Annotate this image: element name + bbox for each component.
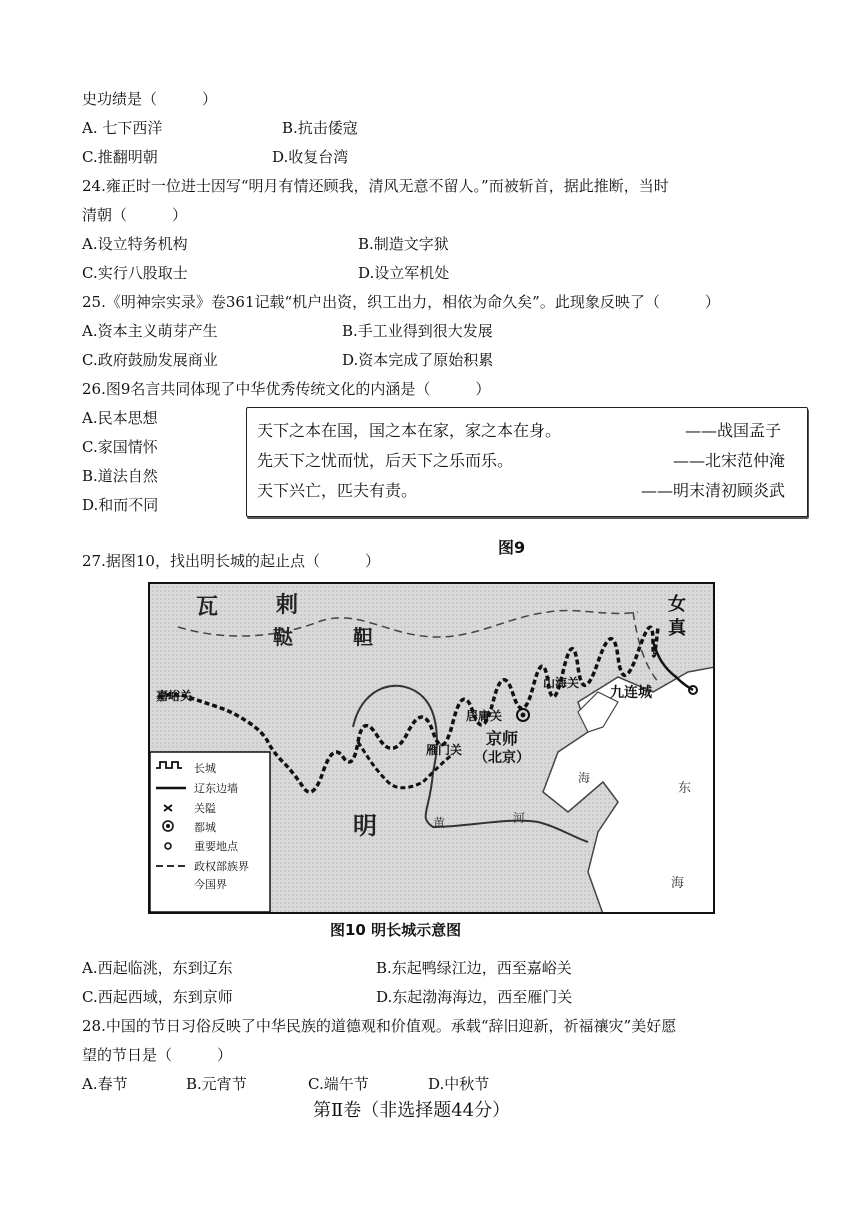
label-juyongguan: 居庸关 [466,709,503,723]
q23-option-c[interactable]: C.推翻明朝 [82,148,158,166]
label-sea-2: 海 [671,876,685,891]
q23-option-a[interactable]: A. 七下西洋 [82,119,163,137]
label-river: 河 [513,811,526,825]
q28-option-d[interactable]: D.中秋节 [428,1075,490,1093]
label-nvzhen-1: 女 [668,594,686,615]
label-dada-1: 鞑 [273,625,293,649]
q25-option-b[interactable]: B.手工业得到很大发展 [342,322,493,340]
q24-stem-line2: 清朝（ ） [82,206,188,224]
q28-stem-line2: 望的节日是（ ） [82,1046,233,1064]
q25-option-d[interactable]: D.资本完成了原始积累 [342,351,494,369]
q27-option-a[interactable]: A.西起临洮，东到辽东 [82,959,233,977]
q28-option-b[interactable]: B.元宵节 [186,1075,247,1093]
q26-option-d[interactable]: D.和而不同 [82,496,159,514]
q25-stem: 25.《明神宗实录》卷361记载“机户出资，织工出力，相依为命久矣”。此现象反映了（ ） [82,293,720,311]
label-jiuliancheng: 九连城 [610,685,652,701]
label-wala-2: 剌 [276,593,299,618]
q28-stem-line1: 28.中国的节日习俗反映了中华民族的道德观和价值观。承载“辞旧迎新，祈福禳灾”美好愿 [82,1017,677,1035]
figure-9-label: 图9 [498,538,526,557]
legend-label-liaodong-wall: 辽东边墙 [194,782,238,795]
q27-option-c[interactable]: C.西起西域，东到京师 [82,988,233,1006]
section-title-part-2: 第Ⅱ卷（非选择题44分） [313,1100,511,1121]
ming-great-wall-map [148,582,715,914]
legend-label-great-wall: 长城 [194,762,216,775]
label-dada-2: 靼 [353,625,373,649]
q26-option-c[interactable]: C.家国情怀 [82,438,158,456]
label-jiayuguan: 嘉峪关 [156,689,193,703]
label-dong: 东 [678,781,692,796]
quote-fan-zhongyan: 先天下之忧而忧，后天下之乐而乐。 [257,451,514,470]
capital-marker-dot [521,713,526,718]
q23-option-b[interactable]: B.抗击倭寇 [282,119,358,137]
label-beijing: （北京） [474,750,530,766]
quote-gu-yanwu-source: ——明末清初顾炎武 [641,481,786,500]
map-legend [150,752,270,912]
q23-option-d[interactable]: D.收复台湾 [272,148,349,166]
legend-label-capital: 都城 [194,821,216,834]
label-shanhaiguan: 山海关 [543,676,580,690]
q25-option-a[interactable]: A.资本主义萌芽产生 [82,322,218,340]
q23-stem-tail: 史功绩是（ ） [82,90,218,108]
q24-stem-line1: 24.雍正时一位进士因写“明月有情还顾我，清风无意不留人。”而被斩首，据此推断，当时 [82,177,669,195]
q27-option-d[interactable]: D.东起渤海海边，西至雁门关 [376,988,573,1006]
figure-10-caption: 图10 明长城示意图 [330,921,462,939]
q26-option-a[interactable]: A.民本思想 [82,409,158,427]
q27-stem: 27.据图10，找出明长城的起止点（ ） [82,552,380,570]
map-svg [148,582,715,914]
label-wala-1: 瓦 [196,595,219,620]
label-huang: 黄 [433,816,446,830]
quote-mencius-source: ——战国孟子 [685,421,782,440]
figure-9-quote-box [246,407,808,517]
q25-option-c[interactable]: C.政府鼓励发展商业 [82,351,218,369]
q28-option-a[interactable]: A.春节 [82,1075,128,1093]
q24-option-c[interactable]: C.实行八股取士 [82,264,188,282]
q24-option-b[interactable]: B.制造文字狱 [358,235,449,253]
q28-option-c[interactable]: C.端午节 [308,1075,369,1093]
quote-mencius: 天下之本在国，国之本在家，家之本在身。 [257,421,562,440]
label-yanmenguan: 雁门关 [426,743,463,757]
label-nvzhen-2: 真 [668,618,686,639]
q26-option-b[interactable]: B.道法自然 [82,467,158,485]
label-ming: 明 [353,812,377,840]
legend-label-national-border: 今国界 [194,878,227,891]
q24-option-d[interactable]: D.设立军机处 [358,264,450,282]
legend-label-place: 重要地点 [194,840,238,853]
quote-fan-zhongyan-source: ——北宋范仲淹 [673,451,786,470]
quote-gu-yanwu: 天下兴亡，匹夫有责。 [257,481,418,500]
q24-option-a[interactable]: A.设立特务机构 [82,235,188,253]
legend-label-pass: 关隘 [194,802,216,815]
q27-option-b[interactable]: B.东起鸭绿江边，西至嘉峪关 [376,959,572,977]
label-jingshi: 京师 [486,729,519,748]
q26-stem: 26.图9名言共同体现了中华优秀传统文化的内涵是（ ） [82,380,491,398]
legend-label-boundary: 政权部族界 [194,860,249,873]
label-sea-1: 海 [578,771,591,785]
